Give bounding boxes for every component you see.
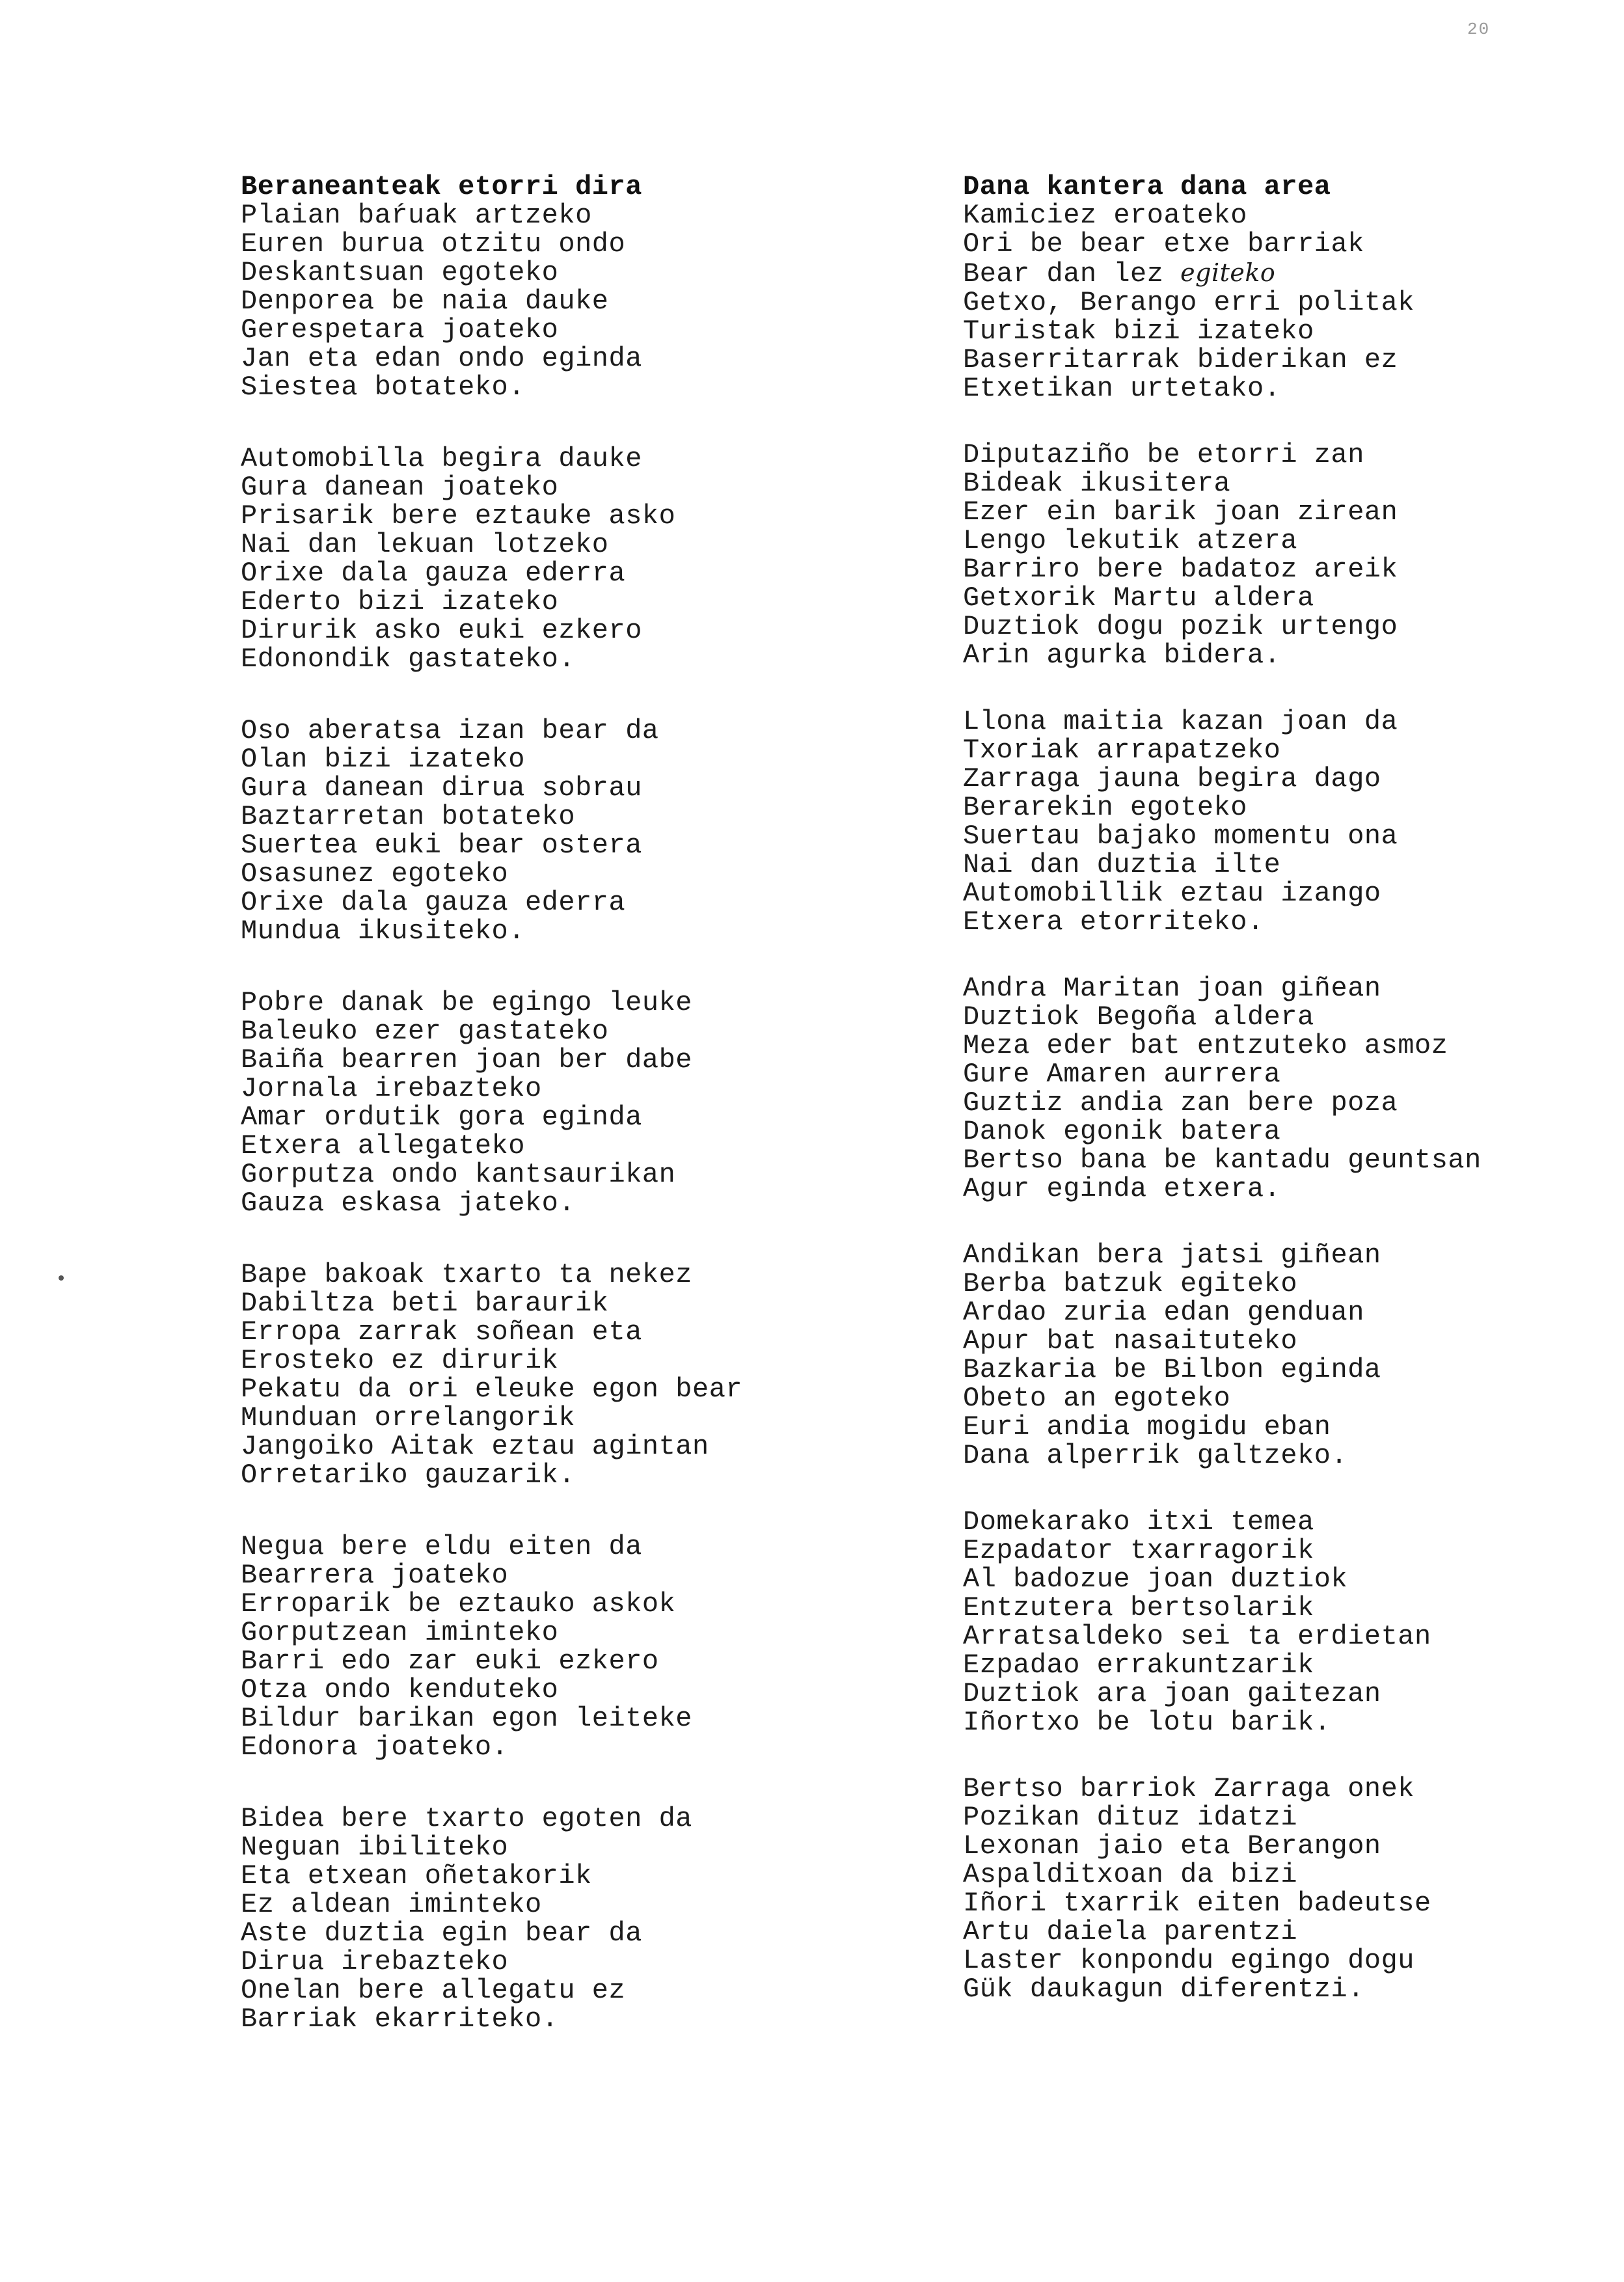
- verse-line: Orixe dala gauza ederra: [241, 887, 626, 918]
- verse-line: Bidea bere txarto egoten da: [241, 1803, 693, 1834]
- verse-line: Erroparik be eztauko askok: [241, 1588, 676, 1620]
- verse-line: Lengo lekutik atzera: [963, 525, 1298, 556]
- verse-line: Getxo, Berango erri politak: [963, 287, 1415, 318]
- verse-line: Zarraga jauna begira dago: [963, 763, 1381, 795]
- verse-line: Pobre danak be egingo leuke: [241, 987, 693, 1018]
- verse-line: Euri andia mogidu eban: [963, 1411, 1331, 1443]
- verse-line: Baztarretan botateko: [241, 801, 576, 832]
- verse-line: Guztiz andia zan bere poza: [963, 1087, 1398, 1119]
- stanza-gap: [963, 403, 1614, 441]
- stanza: [241, 1804, 891, 2033]
- verse-line: Mundua ikusiteko.: [241, 916, 525, 947]
- margin-dot: [59, 1275, 64, 1281]
- poem-title: Beraneanteak etorri dira: [241, 171, 642, 202]
- verse-line: Osasunez egoteko: [241, 858, 509, 890]
- stanza-gap: [241, 1217, 891, 1260]
- verse-line: Ezpadao errakuntzarik: [963, 1650, 1314, 1681]
- verse-line: Deskantsuan egoteko: [241, 257, 559, 288]
- stanza: [963, 441, 1614, 670]
- verse-line: Dirua irebazteko: [241, 1946, 509, 1977]
- verse-line: Edonondik gastateko.: [241, 644, 576, 675]
- verse-line: Suertea euki bear ostera: [241, 830, 642, 861]
- verse-line: Kamiciez eroateko: [963, 200, 1247, 231]
- verse-line: Duztiok ara joan gaitezan: [963, 1678, 1381, 1709]
- verse-line: Gorputzean iminteko: [241, 1617, 559, 1648]
- verse-line: Andra Maritan joan giñean: [963, 973, 1381, 1004]
- verse-line: Ederto bizi izateko: [241, 586, 559, 618]
- verse-line: Ez aldean iminteko: [241, 1889, 542, 1920]
- handwritten-insert: egiteko: [1180, 258, 1276, 287]
- verse-line: Pozikan dituz idatzi: [963, 1802, 1298, 1833]
- verse-line: Dana alperrik galtzeko.: [963, 1440, 1348, 1471]
- stanza-gap: [241, 401, 891, 444]
- stanza-gap: [241, 1761, 891, 1804]
- verse-line: Erosteko ez dirurik: [241, 1345, 559, 1376]
- stanza: [963, 1774, 1614, 2004]
- verse-line: Automobilla begira dauke: [241, 443, 642, 474]
- verse-line: Baleuko ezer gastateko: [241, 1016, 609, 1047]
- stanza: [963, 707, 1614, 936]
- verse-line: Nai dan duztia ilte: [963, 849, 1281, 880]
- verse-line: Arin agurka bidera.: [963, 640, 1281, 671]
- right-column: [963, 172, 1614, 2004]
- verse-line: Dabiltza beti baraurik: [241, 1288, 609, 1319]
- verse-line: Arratsaldeko sei ta erdietan: [963, 1621, 1431, 1652]
- verse-line: Negua bere eldu eiten da: [241, 1531, 642, 1562]
- verse-line: Etxetikan urtetako.: [963, 373, 1281, 404]
- verse-line: Iñortxo be lotu barik.: [963, 1707, 1331, 1738]
- verse-line: Munduan orrelangorik: [241, 1402, 576, 1433]
- verse-line: Al badozue joan duztiok: [963, 1564, 1348, 1595]
- verse-line: Barri edo zar euki ezkero: [241, 1646, 659, 1677]
- verse-line: Berarekin egoteko: [963, 792, 1247, 823]
- verse-line: Otza ondo kenduteko: [241, 1674, 559, 1705]
- verse-line: Jornala irebazteko: [241, 1073, 542, 1104]
- verse-line: Bearrera joateko: [241, 1560, 509, 1591]
- verse-line: Suertau bajako momentu ona: [963, 821, 1398, 852]
- verse-line: Orixe dala gauza ederra: [241, 558, 626, 589]
- stanza: [241, 988, 891, 1217]
- verse-line: Ezer ein barik joan zirean: [963, 496, 1398, 528]
- stanza: [963, 1241, 1614, 1470]
- left-column: [241, 172, 891, 2033]
- verse-line: Aste duztia egin bear da: [241, 1918, 642, 1949]
- verse-line: Agur eginda etxera.: [963, 1173, 1281, 1204]
- verse-line: Barriro bere badatoz areik: [963, 554, 1398, 585]
- verse-line: Turistak bizi izateko: [963, 316, 1314, 347]
- stanza: [241, 716, 891, 945]
- verse-line: Jangoiko Aitak eztau agintan: [241, 1431, 709, 1462]
- verse-line: Apur bat nasaituteko: [963, 1325, 1298, 1357]
- verse-line: Ardao zuria edan genduan: [963, 1297, 1364, 1328]
- verse-line: Eta etxean oñetakorik: [241, 1860, 592, 1892]
- verse-line: Barriak ekarriteko.: [241, 2004, 559, 2035]
- verse-line: Bildur barikan egon leiteke: [241, 1703, 693, 1734]
- verse-line: Nai dan lekuan lotzeko: [241, 529, 609, 560]
- verse-line: Pekatu da ori eleuke egon bear: [241, 1374, 743, 1405]
- stanza-gap: [241, 945, 891, 988]
- verse-line: Gura danean joateko: [241, 472, 559, 503]
- verse-line: Ori be bear etxe barriak: [963, 228, 1364, 260]
- stanza-gap: [241, 1489, 891, 1532]
- verse-line: Gauza eskasa jateko.: [241, 1188, 576, 1219]
- stanza-gap: [241, 673, 891, 716]
- verse-line: Plaian baŕuak artzeko: [241, 200, 592, 231]
- verse-line: Gure Amaren aurrera: [963, 1059, 1281, 1090]
- verse-line: Duztiok Begoña aldera: [963, 1001, 1314, 1033]
- verse-line: Berba batzuk egiteko: [963, 1268, 1298, 1299]
- verse-line: Euren burua otzitu ondo: [241, 228, 626, 260]
- verse-line: Llona maitia kazan joan da: [963, 706, 1398, 737]
- verse-line: Baiña bearren joan ber dabe: [241, 1044, 693, 1076]
- verse-line: Etxera etorriteko.: [963, 906, 1264, 938]
- verse-line: Dirurik asko euki ezkero: [241, 615, 642, 646]
- verse-line: Laster konpondu egingo dogu: [963, 1945, 1415, 1976]
- verse-line: Andikan bera jatsi giñean: [963, 1240, 1381, 1271]
- verse-line: Getxorik Martu aldera: [963, 582, 1314, 614]
- verse-line: Ezpadator txarragorik: [963, 1535, 1314, 1566]
- verse-line: Entzutera bertsolarik: [963, 1592, 1314, 1623]
- verse-line: Gorputza ondo kantsaurikan: [241, 1159, 676, 1190]
- verse-line: Orretariko gauzarik.: [241, 1460, 576, 1491]
- verse-line: Bape bakoak txarto ta nekez: [241, 1259, 693, 1290]
- verse-line: Bideak ikusitera: [963, 468, 1231, 499]
- verse-line: Bazkaria be Bilbon eginda: [963, 1354, 1381, 1385]
- verse-line: Aspalditxoan da bizi: [963, 1859, 1298, 1890]
- verse-line: Jan eta edan ondo eginda: [241, 343, 642, 374]
- verse-line: Erropa zarrak soñean eta: [241, 1316, 642, 1348]
- stanza: [241, 1260, 891, 1489]
- verse-line: Siestea botateko.: [241, 372, 525, 403]
- page-number: 20: [1467, 20, 1491, 39]
- stanza-gap: [963, 670, 1614, 707]
- verse-line: Gük daukagun diferentzi.: [963, 1974, 1364, 2005]
- stanza: [241, 1532, 891, 1761]
- verse-line: Domekarako itxi temea: [963, 1506, 1314, 1538]
- verse-line: Obeto an egoteko: [963, 1383, 1231, 1414]
- stanza-gap: [963, 1470, 1614, 1508]
- verse-line: Edonora joateko.: [241, 1732, 509, 1763]
- stanza: [963, 172, 1614, 403]
- verse-line: Neguan ibiliteko: [241, 1832, 509, 1863]
- verse-line: Amar ordutik gora eginda: [241, 1102, 642, 1133]
- verse-line: Prisarik bere eztauke asko: [241, 500, 676, 532]
- verse-line: Artu daiela parentzi: [963, 1916, 1298, 1948]
- verse-line: Duztiok dogu pozik urtengo: [963, 611, 1398, 642]
- verse-line: Bertso bana be kantadu geuntsan: [963, 1145, 1482, 1176]
- poem-title: Dana kantera dana area: [963, 171, 1331, 202]
- verse-line: Automobillik eztau izango: [963, 878, 1381, 909]
- stanza: [963, 1508, 1614, 1737]
- verse-line: Txoriak arrapatzeko: [963, 735, 1281, 766]
- stanza: [241, 172, 891, 401]
- verse-line: Etxera allegateko: [241, 1130, 525, 1161]
- verse-line: Danok egonik batera: [963, 1116, 1281, 1147]
- verse-line: Denporea be naia dauke: [241, 286, 609, 317]
- verse-line: Diputaziño be etorri zan: [963, 439, 1364, 470]
- stanza: [963, 974, 1614, 1203]
- verse-line: Iñori txarrik eiten badeutse: [963, 1888, 1431, 1919]
- stanza-gap: [963, 1203, 1614, 1241]
- stanza-gap: [963, 1737, 1614, 1774]
- verse-line: Gura danean dirua sobrau: [241, 772, 642, 804]
- verse-line: Gerespetara joateko: [241, 314, 559, 346]
- verse-line: Onelan bere allegatu ez: [241, 1975, 626, 2006]
- verse-line: Bear dan lez egiteko: [963, 258, 1276, 290]
- verse-line: Meza eder bat entzuteko asmoz: [963, 1030, 1448, 1061]
- stanza-gap: [963, 936, 1614, 974]
- verse-line: Olan bizi izateko: [241, 744, 525, 775]
- verse-line: Oso aberatsa izan bear da: [241, 715, 659, 746]
- stanza: [241, 444, 891, 673]
- verse-line: Baserritarrak biderikan ez: [963, 344, 1398, 375]
- verse-line: Lexonan jaio eta Berangon: [963, 1830, 1381, 1862]
- verse-line: Bertso barriok Zarraga onek: [963, 1773, 1415, 1804]
